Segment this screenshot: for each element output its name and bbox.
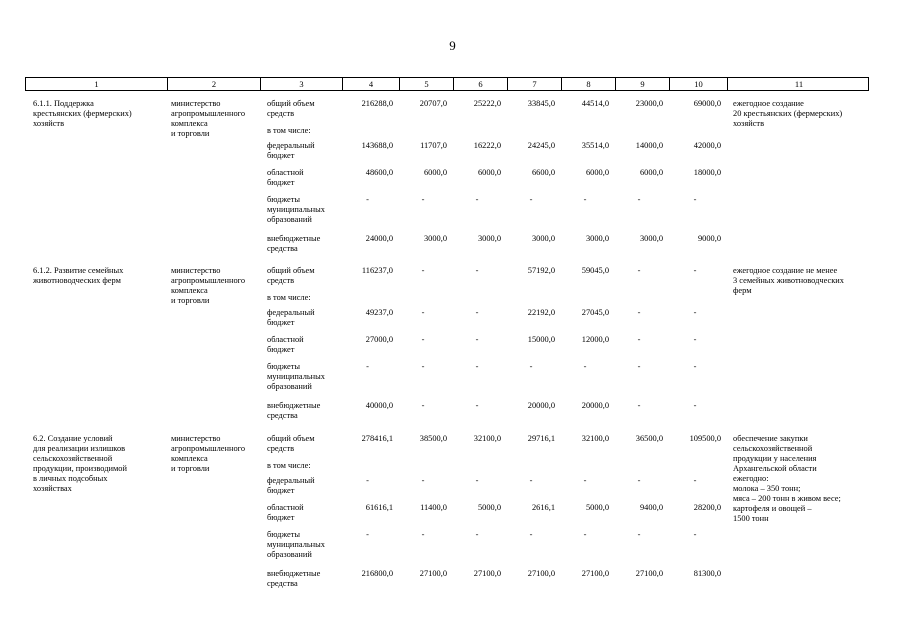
funding-source [267, 362, 341, 392]
table-cell-value: 42000,0 [693, 141, 721, 150]
funding-source-line: средства [267, 244, 298, 253]
table-cell-value: - [366, 530, 369, 539]
table-cell-value: - [583, 530, 587, 539]
activity-name-line: продукции, производимой [33, 464, 127, 473]
table-cell-value: 3000,0 [639, 234, 663, 243]
funding-source [267, 99, 341, 119]
funding-source [267, 335, 341, 355]
column-header-1: 1 [26, 78, 168, 90]
executor-name-line: агропромышленного [171, 276, 246, 285]
table-cell-value: 3000,0 [423, 234, 447, 243]
funding-source [267, 168, 341, 188]
result-description-line: обеспечение закупки [733, 434, 808, 443]
table-cell-value: 25222,0 [473, 99, 501, 108]
activity-name-line: для реализации излишков [33, 444, 126, 453]
funding-source [267, 126, 341, 136]
table-cell-value: 15000,0 [527, 335, 555, 344]
table-cell-value: - [693, 195, 697, 204]
funding-source-line: образований [267, 550, 312, 559]
table-cell-value: - [693, 530, 697, 539]
activity-name-line: 6.2. Создание условий [33, 434, 113, 443]
activity-name-line: хозяйств [33, 119, 65, 128]
funding-source-line: общий объем [267, 266, 315, 275]
activity-name-line: 6.1.1. Поддержка [33, 99, 94, 108]
table-cell-value: - [475, 195, 479, 204]
funding-source [267, 266, 341, 286]
result-description [733, 434, 868, 524]
table-cell-value: 6000,0 [639, 168, 663, 177]
result-description-line: Архангельской области [733, 464, 817, 473]
activity-name-line: сельскохозяйственной [33, 454, 113, 463]
table-cell-value: - [693, 476, 697, 485]
table-cell-value: - [366, 195, 369, 204]
column-header-8: 8 [562, 78, 616, 90]
table-cell-value: 20000,0 [581, 401, 609, 410]
table-cell-value: 20707,0 [419, 99, 447, 108]
table-cell-value: 6000,0 [423, 168, 447, 177]
funding-source-line: общий объем [267, 99, 315, 108]
funding-source [267, 141, 341, 161]
funding-source-line: федеральный [267, 308, 315, 317]
table-cell-value: 32100,0 [473, 434, 501, 443]
activity-name-line: в личных подсобных [33, 474, 108, 483]
result-description-line: хозяйств [733, 119, 765, 128]
executor-name-line: агропромышленного [171, 109, 246, 118]
executor-name-line: министерство [171, 99, 221, 108]
funding-source-line: бюджет [267, 513, 295, 522]
funding-source [267, 569, 341, 589]
funding-source [267, 476, 341, 496]
funding-source-line: средств [267, 444, 295, 453]
table-cell-value: 32100,0 [581, 434, 609, 443]
table-cell-value: 109500,0 [689, 434, 721, 443]
table-cell-value: 29716,1 [527, 434, 555, 443]
table-cell-value: 44514,0 [581, 99, 609, 108]
funding-source-line: муниципальных [267, 540, 325, 549]
funding-source-line: образований [267, 382, 312, 391]
column-header-2: 2 [168, 78, 261, 90]
table-cell-value: 6000,0 [477, 168, 501, 177]
executor-name-line: и торговли [171, 129, 210, 138]
funding-source-line: бюджет [267, 486, 295, 495]
table-cell-value: 3000,0 [585, 234, 609, 243]
funding-source-line: муниципальных [267, 205, 325, 214]
funding-source [267, 293, 341, 303]
funding-source-line: муниципальных [267, 372, 325, 381]
funding-source-line: бюджеты [267, 530, 301, 539]
executor-name-line: комплекса [171, 454, 208, 463]
activity-name-line: 6.1.2. Развитие семейных [33, 266, 124, 275]
table-cell-value: - [475, 308, 479, 317]
table-cell-value: - [475, 401, 479, 410]
table-cell-value: 9400,0 [639, 503, 663, 512]
funding-source [267, 401, 341, 421]
funding-source-line: бюджеты [267, 362, 301, 371]
funding-source-line: областной [267, 168, 304, 177]
funding-source-line: в том числе: [267, 293, 311, 302]
column-header-3: 3 [261, 78, 343, 90]
funding-source-line: внебюджетные [267, 569, 321, 578]
funding-source-line: бюджет [267, 318, 295, 327]
table-cell-value: - [366, 476, 369, 485]
executor-name-line: министерство [171, 434, 221, 443]
activity-name-line: животноводческих ферм [33, 276, 121, 285]
result-description-line: ежегодное создание не менее [733, 266, 838, 275]
table-cell-value: - [529, 530, 533, 539]
table-cell-value: - [637, 195, 641, 204]
funding-source-line: в том числе: [267, 126, 311, 135]
activity-name-line: крестьянских (фермерских) [33, 109, 132, 118]
result-description-line: 1500 тонн [733, 514, 769, 523]
table-cell-value: - [693, 362, 697, 371]
funding-source-line: федеральный [267, 141, 315, 150]
table-cell-value: - [421, 195, 425, 204]
table-cell-value: - [637, 266, 641, 275]
table-cell-value: 2616,1 [531, 503, 555, 512]
table-cell-value: - [637, 530, 641, 539]
table-cell-value: 216800,0 [361, 569, 393, 578]
table-cell-value: - [475, 335, 479, 344]
result-description [733, 266, 868, 296]
table-cell-value: 23000,0 [635, 99, 663, 108]
column-header-6: 6 [454, 78, 508, 90]
executor-name [171, 434, 259, 474]
result-description-line: молока – 350 тонн; [733, 484, 801, 493]
funding-source-line: внебюджетные [267, 401, 321, 410]
executor-name-line: комплекса [171, 119, 208, 128]
funding-source-line: средств [267, 109, 295, 118]
table-cell-value: - [421, 362, 425, 371]
funding-source-line: средства [267, 411, 298, 420]
funding-source [267, 434, 341, 454]
funding-source-line: областной [267, 503, 304, 512]
table-cell-value: - [421, 530, 425, 539]
table-cell-value: - [421, 335, 425, 344]
activity-name [33, 266, 163, 286]
funding-source-line: областной [267, 335, 304, 344]
table-cell-value: 6600,0 [531, 168, 555, 177]
table-cell-value: 11400,0 [420, 503, 447, 512]
table-cell-value: 27100,0 [419, 569, 447, 578]
table-cell-value: 69000,0 [693, 99, 721, 108]
result-description [733, 99, 868, 129]
result-description-line: 20 крестьянских (фермерских) [733, 109, 843, 118]
funding-source-line: средства [267, 579, 298, 588]
table-cell-value: - [637, 308, 641, 317]
activity-name-line: хозяйствах [33, 484, 72, 493]
table-cell-value: - [583, 476, 587, 485]
funding-source-line: бюджеты [267, 195, 301, 204]
column-header-5: 5 [400, 78, 454, 90]
table-cell-value: 48600,0 [365, 168, 393, 177]
table-cell-value: - [529, 476, 533, 485]
table-cell-value: 27100,0 [473, 569, 501, 578]
table-cell-value: 27100,0 [527, 569, 555, 578]
table-cell-value: 40000,0 [365, 401, 393, 410]
table-cell-value: 6000,0 [585, 168, 609, 177]
table-cell-value: 5000,0 [477, 503, 501, 512]
activity-name [33, 99, 163, 129]
table-cell-value: 57192,0 [527, 266, 555, 275]
executor-name-line: министерство [171, 266, 221, 275]
table-cell-value: 11707,0 [420, 141, 447, 150]
column-header-11: 11 [794, 79, 804, 89]
table-cell-value: - [475, 530, 479, 539]
table-cell-value: 33845,0 [527, 99, 555, 108]
funding-source-line: бюджет [267, 151, 295, 160]
funding-source-line: бюджет [267, 178, 295, 187]
result-description-line: ежегодно: [733, 474, 769, 483]
executor-name-line: агропромышленного [171, 444, 246, 453]
funding-source-line: общий объем [267, 434, 315, 443]
table-cell-value: - [529, 362, 533, 371]
table-cell-value: 36500,0 [635, 434, 663, 443]
executor-name-line: комплекса [171, 286, 208, 295]
table-cell-value: 12000,0 [581, 335, 609, 344]
table-cell-value: 38500,0 [419, 434, 447, 443]
table-cell-value: - [693, 308, 697, 317]
executor-name [171, 99, 259, 139]
table-cell-value: - [637, 335, 641, 344]
table-cell-value: 24245,0 [527, 141, 555, 150]
table-cell-value: 116237,0 [361, 266, 393, 275]
table-cell-value: - [421, 476, 425, 485]
result-description-line: продукции у населения [733, 454, 817, 463]
table-cell-value: - [475, 266, 479, 275]
table-cell-value: - [693, 335, 697, 344]
funding-source [267, 530, 341, 560]
executor-name [171, 266, 259, 306]
table-header-row [25, 77, 869, 91]
result-description-line: картофеля и овощей – [733, 504, 812, 513]
table-cell-value: 49237,0 [365, 308, 393, 317]
table-cell-value: 27000,0 [365, 335, 393, 344]
table-cell-value: 216288,0 [361, 99, 393, 108]
table-cell-value: - [637, 401, 641, 410]
table-cell-value: 143688,0 [361, 141, 393, 150]
table-cell-value: - [583, 362, 587, 371]
funding-source [267, 503, 341, 523]
executor-name-line: и торговли [171, 296, 210, 305]
table-cell-value: - [637, 362, 641, 371]
column-header-10: 10 [670, 78, 728, 90]
table-cell-value: 61616,1 [365, 503, 393, 512]
table-cell-value: 27100,0 [635, 569, 663, 578]
table-cell-value: 28200,0 [693, 503, 721, 512]
table-cell-value: - [366, 362, 369, 371]
result-description-line: ежегодное создание [733, 99, 804, 108]
funding-source-line: внебюджетные [267, 234, 321, 243]
table-cell-value: - [421, 266, 425, 275]
funding-source-line: федеральный [267, 476, 315, 485]
table-cell-value: - [475, 476, 479, 485]
table-cell-value: 20000,0 [527, 401, 555, 410]
funding-source-line: образований [267, 215, 312, 224]
table-cell-value: 16222,0 [473, 141, 501, 150]
funding-source [267, 308, 341, 328]
funding-source-line: в том числе: [267, 461, 311, 470]
table-cell-value: - [583, 195, 587, 204]
table-cell-value: 81300,0 [693, 569, 721, 578]
table-cell-value: 14000,0 [635, 141, 663, 150]
funding-source [267, 234, 341, 254]
table-cell-value: 3000,0 [531, 234, 555, 243]
column-header-7: 7 [508, 78, 562, 90]
table-cell-value: - [637, 476, 641, 485]
table-cell-value: 35514,0 [581, 141, 609, 150]
result-description-line: ферм [733, 286, 752, 295]
table-cell-value: 59045,0 [581, 266, 609, 275]
table-cell-value: 278416,1 [361, 434, 393, 443]
table-cell-value: - [421, 308, 425, 317]
result-description-line: сельскохозяйственной [733, 444, 813, 453]
program-table [25, 77, 869, 588]
table-cell-value: 9000,0 [697, 234, 721, 243]
table-cell-value: - [693, 266, 697, 275]
table-cell-value: 5000,0 [585, 503, 609, 512]
table-cell-value: - [475, 362, 479, 371]
funding-source [267, 195, 341, 225]
executor-name-line: и торговли [171, 464, 210, 473]
result-description-line: 3 семейных животноводческих [733, 276, 844, 285]
table-cell-value: 24000,0 [365, 234, 393, 243]
table-cell-value: - [421, 401, 425, 410]
table-cell-value: 27100,0 [581, 569, 609, 578]
table-cell-value: 18000,0 [693, 168, 721, 177]
funding-source [267, 461, 341, 471]
table-cell-value: 27045,0 [581, 308, 609, 317]
column-header-4: 4 [343, 78, 400, 90]
column-header-9: 9 [616, 78, 670, 90]
funding-source-line: бюджет [267, 345, 295, 354]
table-cell-value: 22192,0 [527, 308, 555, 317]
table-cell-value: - [693, 401, 697, 410]
table-cell-value: - [529, 195, 533, 204]
result-description-line: мяса – 200 тонн в живом весе; [733, 494, 841, 503]
table-cell-value: 3000,0 [477, 234, 501, 243]
activity-name [33, 434, 163, 494]
page-number: 9 [449, 38, 456, 53]
funding-source-line: средств [267, 276, 295, 285]
